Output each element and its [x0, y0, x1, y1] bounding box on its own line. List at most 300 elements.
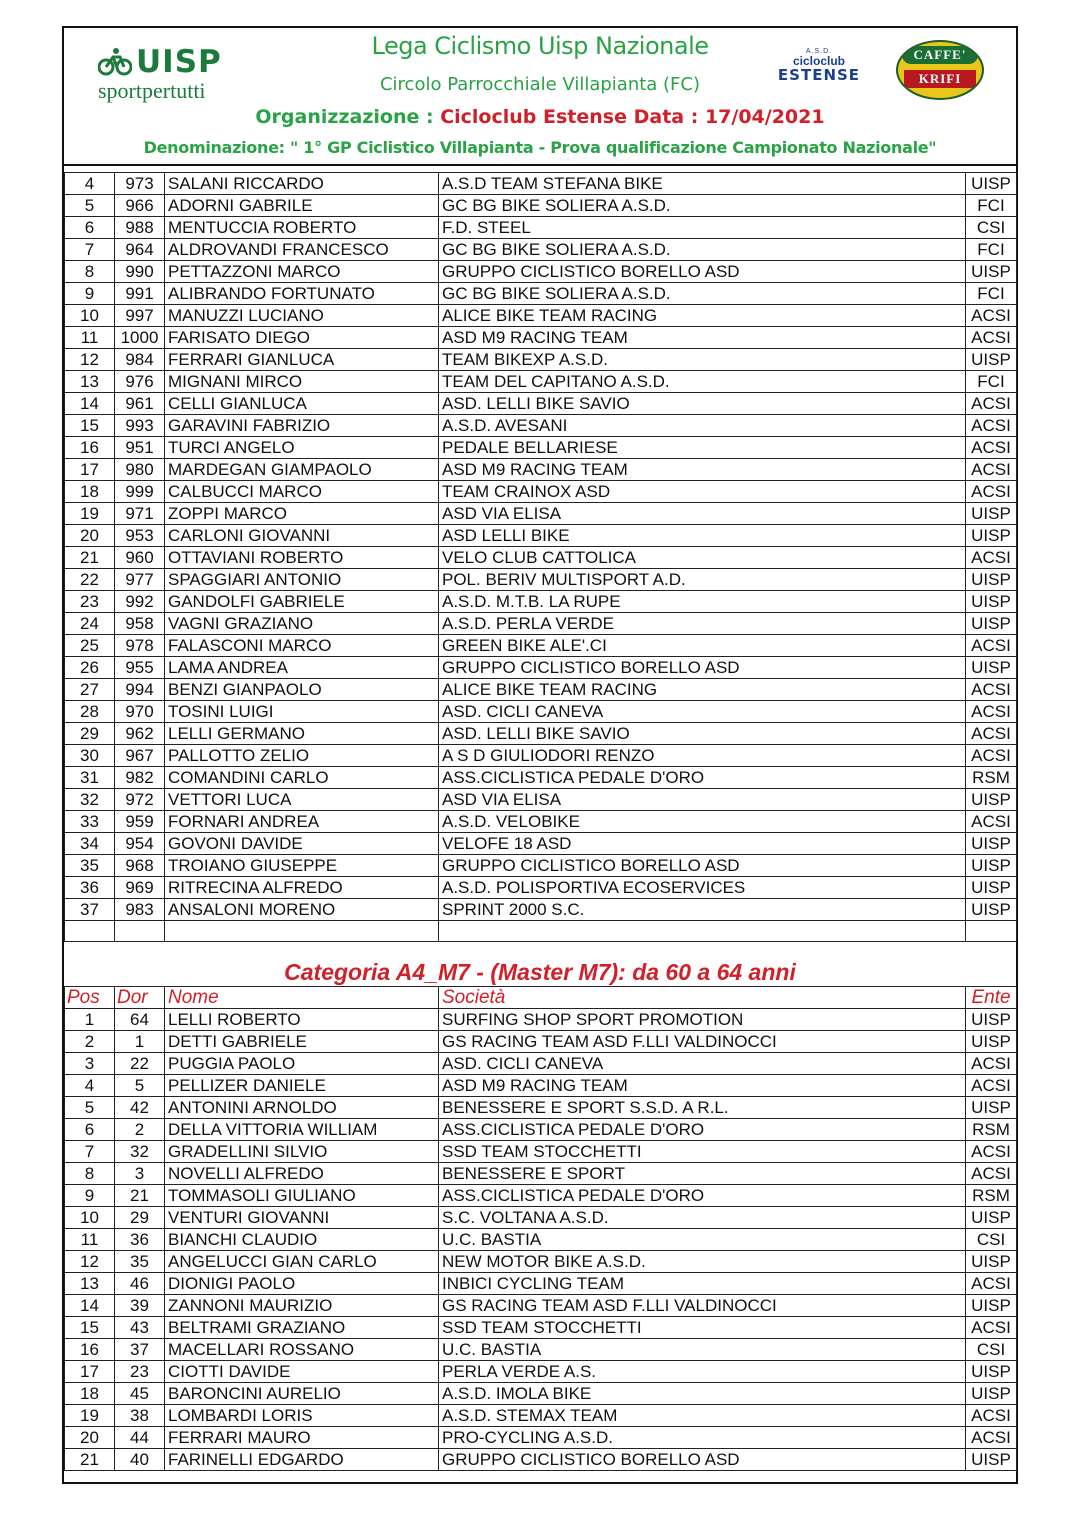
- cell-societa: SSD TEAM STOCCHETTI: [439, 1141, 966, 1163]
- cell-nome: GARAVINI FABRIZIO: [165, 415, 439, 437]
- cell-dor: 960: [115, 547, 165, 569]
- cell-ente: RSM: [966, 767, 1017, 789]
- cell-dor: 997: [115, 305, 165, 327]
- organization-line: [64, 106, 1016, 128]
- cell-ente: UISP: [966, 877, 1017, 899]
- table-row: [65, 371, 1017, 393]
- cell-pos: 29: [65, 723, 115, 745]
- cell-nome: ZOPPI MARCO: [165, 503, 439, 525]
- cell-nome: RITRECINA ALFREDO: [165, 877, 439, 899]
- cell-ente: UISP: [966, 591, 1017, 613]
- cell-dor: 44: [115, 1427, 165, 1449]
- cell-dor: 962: [115, 723, 165, 745]
- cell-dor: 42: [115, 1097, 165, 1119]
- cell-dor: 45: [115, 1383, 165, 1405]
- cell-ente: UISP: [966, 173, 1017, 195]
- empty-row: [65, 921, 1017, 942]
- cell-dor: 970: [115, 701, 165, 723]
- cell-dor: 961: [115, 393, 165, 415]
- cell-dor: 40: [115, 1449, 165, 1471]
- cell-dor: 5: [115, 1075, 165, 1097]
- cell-societa: GRUPPO CICLISTICO BORELLO ASD: [439, 657, 966, 679]
- cell-pos: 37: [65, 899, 115, 921]
- cell-societa: TEAM DEL CAPITANO A.S.D.: [439, 371, 966, 393]
- cell-nome: BARONCINI AURELIO: [165, 1383, 439, 1405]
- cell-societa: S.C. VOLTANA A.S.D.: [439, 1207, 966, 1229]
- cell-societa: TEAM BIKEXP A.S.D.: [439, 349, 966, 371]
- cell-nome: FERRARI GIANLUCA: [165, 349, 439, 371]
- cell-societa: ASS.CICLISTICA PEDALE D'ORO: [439, 767, 966, 789]
- cell-dor: 22: [115, 1053, 165, 1075]
- table-row: [65, 1405, 1017, 1427]
- cell-societa: A S D GIULIODORI RENZO: [439, 745, 966, 767]
- cell-societa: A.S.D. STEMAX TEAM: [439, 1405, 966, 1427]
- krifi-logo-top: CAFFE': [902, 46, 978, 64]
- table-row: [65, 547, 1017, 569]
- cell-dor: 977: [115, 569, 165, 591]
- cell-societa: A.S.D. AVESANI: [439, 415, 966, 437]
- cell-ente: ACSI: [966, 723, 1017, 745]
- table-row: [65, 899, 1017, 921]
- cell-pos: 27: [65, 679, 115, 701]
- cell-ente: UISP: [966, 1383, 1017, 1405]
- cell-dor: 953: [115, 525, 165, 547]
- table-row: [65, 679, 1017, 701]
- cell-pos: 11: [65, 1229, 115, 1251]
- table-row: [65, 1427, 1017, 1449]
- cell-nome: ANSALONI MORENO: [165, 899, 439, 921]
- empty-cell: [65, 921, 115, 942]
- cell-dor: 32: [115, 1141, 165, 1163]
- cell-dor: 37: [115, 1339, 165, 1361]
- table-row: [65, 239, 1017, 261]
- cell-societa: ASD. CICLI CANEVA: [439, 1053, 966, 1075]
- empty-cell: [115, 921, 165, 942]
- cell-societa: ASD M9 RACING TEAM: [439, 1075, 966, 1097]
- cell-nome: GRADELLINI SILVIO: [165, 1141, 439, 1163]
- cell-ente: UISP: [966, 789, 1017, 811]
- table-row: [65, 1449, 1017, 1471]
- cell-ente: UISP: [966, 1097, 1017, 1119]
- table-row: [65, 1207, 1017, 1229]
- cell-pos: 6: [65, 1119, 115, 1141]
- cell-nome: TROIANO GIUSEPPE: [165, 855, 439, 877]
- cell-pos: 9: [65, 283, 115, 305]
- table-row: [65, 481, 1017, 503]
- table-row: [65, 789, 1017, 811]
- cell-dor: 999: [115, 481, 165, 503]
- cell-societa: ALICE BIKE TEAM RACING: [439, 679, 966, 701]
- cell-societa: SPRINT 2000 S.C.: [439, 899, 966, 921]
- cell-dor: 967: [115, 745, 165, 767]
- cell-dor: 988: [115, 217, 165, 239]
- cell-dor: 978: [115, 635, 165, 657]
- table-row: [65, 1185, 1017, 1207]
- cell-ente: ACSI: [966, 437, 1017, 459]
- cell-ente: FCI: [966, 283, 1017, 305]
- cell-societa: ASS.CICLISTICA PEDALE D'ORO: [439, 1119, 966, 1141]
- cell-pos: 31: [65, 767, 115, 789]
- cell-pos: 14: [65, 393, 115, 415]
- cell-dor: 992: [115, 591, 165, 613]
- table-row: [65, 833, 1017, 855]
- cell-nome: PALLOTTO ZELIO: [165, 745, 439, 767]
- cell-nome: ZANNONI MAURIZIO: [165, 1295, 439, 1317]
- cell-societa: BENESSERE E SPORT S.S.D. A R.L.: [439, 1097, 966, 1119]
- cell-pos: 13: [65, 1273, 115, 1295]
- cell-pos: 21: [65, 547, 115, 569]
- cell-dor: 984: [115, 349, 165, 371]
- cell-societa: ASD M9 RACING TEAM: [439, 459, 966, 481]
- table-row: [65, 525, 1017, 547]
- cell-ente: UISP: [966, 349, 1017, 371]
- cell-societa: A.S.D. M.T.B. LA RUPE: [439, 591, 966, 613]
- cell-nome: DETTI GABRIELE: [165, 1031, 439, 1053]
- cell-societa: ASD VIA ELISA: [439, 503, 966, 525]
- cell-dor: 982: [115, 767, 165, 789]
- krifi-logo: [896, 40, 984, 100]
- table-row: [65, 459, 1017, 481]
- org-value: Cicloclub Estense: [440, 106, 627, 128]
- cell-ente: UISP: [966, 1295, 1017, 1317]
- table-row: [65, 591, 1017, 613]
- cell-pos: 4: [65, 1075, 115, 1097]
- cell-dor: 980: [115, 459, 165, 481]
- table-row: [65, 503, 1017, 525]
- cell-ente: CSI: [966, 1229, 1017, 1251]
- estense-logo-small: A.S.D.: [805, 48, 833, 55]
- cell-ente: UISP: [966, 1251, 1017, 1273]
- cell-ente: UISP: [966, 657, 1017, 679]
- cell-dor: 983: [115, 899, 165, 921]
- cell-ente: UISP: [966, 899, 1017, 921]
- uisp-logo-sub: sportpertutti: [98, 78, 206, 103]
- cell-ente: ACSI: [966, 1075, 1017, 1097]
- table-row: [65, 745, 1017, 767]
- cell-societa: GS RACING TEAM ASD F.LLI VALDINOCCI: [439, 1295, 966, 1317]
- cell-societa: ASD. LELLI BIKE SAVIO: [439, 723, 966, 745]
- cell-nome: MIGNANI MIRCO: [165, 371, 439, 393]
- cell-societa: U.C. BASTIA: [439, 1339, 966, 1361]
- table-row: [65, 569, 1017, 591]
- cell-dor: 964: [115, 239, 165, 261]
- cell-dor: 968: [115, 855, 165, 877]
- table-row: [65, 1317, 1017, 1339]
- table-row: [65, 349, 1017, 371]
- table-row: [65, 657, 1017, 679]
- table-row: [65, 1251, 1017, 1273]
- table-row: [65, 1229, 1017, 1251]
- cell-ente: ACSI: [966, 1163, 1017, 1185]
- cell-nome: SALANI RICCARDO: [165, 173, 439, 195]
- cell-societa: PRO-CYCLING A.S.D.: [439, 1427, 966, 1449]
- cell-societa: VELO CLUB CATTOLICA: [439, 547, 966, 569]
- cell-nome: CARLONI GIOVANNI: [165, 525, 439, 547]
- table-row: [65, 261, 1017, 283]
- cell-pos: 5: [65, 195, 115, 217]
- cell-dor: 976: [115, 371, 165, 393]
- cell-pos: 4: [65, 173, 115, 195]
- cell-pos: 1: [65, 1009, 115, 1031]
- cell-dor: 1000: [115, 327, 165, 349]
- cell-ente: ACSI: [966, 1317, 1017, 1339]
- cell-pos: 35: [65, 855, 115, 877]
- cell-nome: FARINELLI EDGARDO: [165, 1449, 439, 1471]
- cell-pos: 7: [65, 1141, 115, 1163]
- table-row: [65, 1053, 1017, 1075]
- cell-pos: 3: [65, 1053, 115, 1075]
- cell-societa: TEAM CRAINOX ASD: [439, 481, 966, 503]
- table-row: [65, 635, 1017, 657]
- cell-societa: A.S.D. IMOLA BIKE: [439, 1383, 966, 1405]
- cell-nome: ALIBRANDO FORTUNATO: [165, 283, 439, 305]
- cell-societa: INBICI CYCLING TEAM: [439, 1273, 966, 1295]
- table-row: [65, 305, 1017, 327]
- cell-dor: 971: [115, 503, 165, 525]
- cell-pos: 10: [65, 305, 115, 327]
- table-row: [65, 1339, 1017, 1361]
- results-table-category: [64, 986, 1017, 1471]
- estense-logo: [764, 48, 874, 84]
- cell-ente: ACSI: [966, 481, 1017, 503]
- cell-nome: PUGGIA PAOLO: [165, 1053, 439, 1075]
- cell-ente: UISP: [966, 1361, 1017, 1383]
- cell-ente: FCI: [966, 195, 1017, 217]
- cell-pos: 8: [65, 261, 115, 283]
- cell-nome: LELLI ROBERTO: [165, 1009, 439, 1031]
- cell-pos: 20: [65, 525, 115, 547]
- cell-dor: 994: [115, 679, 165, 701]
- cell-ente: ACSI: [966, 1141, 1017, 1163]
- cell-pos: 15: [65, 1317, 115, 1339]
- cell-ente: UISP: [966, 1207, 1017, 1229]
- cell-ente: CSI: [966, 1339, 1017, 1361]
- table-row: [65, 613, 1017, 635]
- cell-pos: 22: [65, 569, 115, 591]
- cell-societa: PEDALE BELLARIESE: [439, 437, 966, 459]
- cell-nome: VETTORI LUCA: [165, 789, 439, 811]
- cell-societa: ASD VIA ELISA: [439, 789, 966, 811]
- cell-societa: NEW MOTOR BIKE A.S.D.: [439, 1251, 966, 1273]
- uisp-logo-text: UISP: [136, 44, 222, 80]
- cell-societa: ASD. CICLI CANEVA: [439, 701, 966, 723]
- cell-societa: GRUPPO CICLISTICO BORELLO ASD: [439, 855, 966, 877]
- cell-nome: MANUZZI LUCIANO: [165, 305, 439, 327]
- sheet-header: [64, 28, 1016, 166]
- table-row: [65, 855, 1017, 877]
- estense-logo-mid: cicloclub: [792, 54, 845, 68]
- table-row: [65, 767, 1017, 789]
- cell-nome: VAGNI GRAZIANO: [165, 613, 439, 635]
- krifi-logo-bottom: KRIFI: [904, 70, 976, 88]
- cell-dor: 966: [115, 195, 165, 217]
- cell-dor: 972: [115, 789, 165, 811]
- cell-pos: 20: [65, 1427, 115, 1449]
- cell-societa: SURFING SHOP SPORT PROMOTION: [439, 1009, 966, 1031]
- cell-societa: GREEN BIKE ALE'.CI: [439, 635, 966, 657]
- org-label: Organizzazione :: [255, 106, 434, 128]
- cell-societa: GRUPPO CICLISTICO BORELLO ASD: [439, 1449, 966, 1471]
- league-title: Lega Ciclismo Uisp Nazionale: [371, 32, 709, 60]
- cell-societa: ALICE BIKE TEAM RACING: [439, 305, 966, 327]
- table-row: [65, 195, 1017, 217]
- cell-nome: FALASCONI MARCO: [165, 635, 439, 657]
- header-societa: Società: [439, 987, 966, 1009]
- empty-cell: [439, 921, 966, 942]
- cell-pos: 14: [65, 1295, 115, 1317]
- cell-nome: CELLI GIANLUCA: [165, 393, 439, 415]
- cell-nome: GOVONI DAVIDE: [165, 833, 439, 855]
- table-row: [65, 173, 1017, 195]
- table-row: [65, 701, 1017, 723]
- cell-pos: 18: [65, 1383, 115, 1405]
- estense-logo-big: ESTENSE: [777, 66, 861, 84]
- date-value: 17/04/2021: [704, 106, 825, 128]
- cell-pos: 32: [65, 789, 115, 811]
- cell-nome: GANDOLFI GABRIELE: [165, 591, 439, 613]
- cell-nome: ANTONINI ARNOLDO: [165, 1097, 439, 1119]
- cell-societa: A.S.D. PERLA VERDE: [439, 613, 966, 635]
- table-row: [65, 1097, 1017, 1119]
- cell-ente: UISP: [966, 1009, 1017, 1031]
- category-title: Categoria A4_M7 - (Master M7): da 60 a 64 anni: [284, 959, 796, 985]
- cell-ente: FCI: [966, 239, 1017, 261]
- cell-societa: F.D. STEEL: [439, 217, 966, 239]
- cell-dor: 21: [115, 1185, 165, 1207]
- cell-dor: 2: [115, 1119, 165, 1141]
- cell-dor: 990: [115, 261, 165, 283]
- header-nome: Nome: [165, 987, 439, 1009]
- cell-nome: BIANCHI CLAUDIO: [165, 1229, 439, 1251]
- header-dor: Dor: [115, 987, 165, 1009]
- cell-societa: GC BG BIKE SOLIERA A.S.D.: [439, 195, 966, 217]
- cell-nome: BENZI GIANPAOLO: [165, 679, 439, 701]
- table-row: [65, 283, 1017, 305]
- cell-pos: 7: [65, 239, 115, 261]
- cell-societa: ASS.CICLISTICA PEDALE D'ORO: [439, 1185, 966, 1207]
- cell-pos: 21: [65, 1449, 115, 1471]
- cell-nome: LELLI GERMANO: [165, 723, 439, 745]
- cell-pos: 2: [65, 1031, 115, 1053]
- cell-pos: 5: [65, 1097, 115, 1119]
- cell-societa: PERLA VERDE A.S.: [439, 1361, 966, 1383]
- cell-ente: ACSI: [966, 305, 1017, 327]
- cell-ente: UISP: [966, 613, 1017, 635]
- date-label: Data :: [633, 106, 699, 128]
- cell-pos: 6: [65, 217, 115, 239]
- cell-societa: U.C. BASTIA: [439, 1229, 966, 1251]
- cell-dor: 969: [115, 877, 165, 899]
- table-row: [65, 1119, 1017, 1141]
- table-row: [65, 1383, 1017, 1405]
- cell-pos: 19: [65, 1405, 115, 1427]
- cell-dor: 973: [115, 173, 165, 195]
- cell-ente: FCI: [966, 371, 1017, 393]
- cell-ente: ACSI: [966, 679, 1017, 701]
- table-row: [65, 1009, 1017, 1031]
- table-row: [65, 1273, 1017, 1295]
- cell-ente: UISP: [966, 1449, 1017, 1471]
- cell-pos: 36: [65, 877, 115, 899]
- cell-dor: 46: [115, 1273, 165, 1295]
- cell-ente: UISP: [966, 261, 1017, 283]
- cell-dor: 43: [115, 1317, 165, 1339]
- table-row: [65, 1361, 1017, 1383]
- cell-ente: ACSI: [966, 1053, 1017, 1075]
- header-pos: Pos: [65, 987, 115, 1009]
- cell-ente: ACSI: [966, 415, 1017, 437]
- cell-ente: ACSI: [966, 393, 1017, 415]
- cell-pos: 10: [65, 1207, 115, 1229]
- cell-nome: ADORNI GABRILE: [165, 195, 439, 217]
- table-row: [65, 877, 1017, 899]
- cell-pos: 19: [65, 503, 115, 525]
- race-denomination: Denominazione: " 1° GP Ciclistico Villapianta - Prova qualificazione Campionato Nazionale": [143, 138, 937, 157]
- cell-pos: 12: [65, 349, 115, 371]
- cell-nome: DELLA VITTORIA WILLIAM: [165, 1119, 439, 1141]
- cell-dor: 23: [115, 1361, 165, 1383]
- table-row: [65, 217, 1017, 239]
- cell-pos: 17: [65, 1361, 115, 1383]
- cell-nome: TOMMASOLI GIULIANO: [165, 1185, 439, 1207]
- cell-pos: 9: [65, 1185, 115, 1207]
- cell-dor: 29: [115, 1207, 165, 1229]
- cell-dor: 38: [115, 1405, 165, 1427]
- cell-ente: UISP: [966, 855, 1017, 877]
- cell-ente: ACSI: [966, 1273, 1017, 1295]
- cell-ente: ACSI: [966, 811, 1017, 833]
- cell-ente: ACSI: [966, 327, 1017, 349]
- cell-societa: SSD TEAM STOCCHETTI: [439, 1317, 966, 1339]
- empty-cell: [966, 921, 1017, 942]
- cell-pos: 15: [65, 415, 115, 437]
- cell-pos: 23: [65, 591, 115, 613]
- table-row: [65, 437, 1017, 459]
- cell-dor: 951: [115, 437, 165, 459]
- table-row: [65, 1295, 1017, 1317]
- cell-nome: OTTAVIANI ROBERTO: [165, 547, 439, 569]
- cell-dor: 958: [115, 613, 165, 635]
- cell-pos: 24: [65, 613, 115, 635]
- cell-dor: 3: [115, 1163, 165, 1185]
- cell-ente: UISP: [966, 1031, 1017, 1053]
- cell-nome: DIONIGI PAOLO: [165, 1273, 439, 1295]
- cell-societa: VELOFE 18 ASD: [439, 833, 966, 855]
- cell-nome: MACELLARI ROSSANO: [165, 1339, 439, 1361]
- cell-societa: GRUPPO CICLISTICO BORELLO ASD: [439, 261, 966, 283]
- cell-dor: 1: [115, 1031, 165, 1053]
- table-row: [65, 1075, 1017, 1097]
- cell-dor: 954: [115, 833, 165, 855]
- cell-nome: MARDEGAN GIAMPAOLO: [165, 459, 439, 481]
- cell-nome: PELLIZER DANIELE: [165, 1075, 439, 1097]
- cell-nome: PETTAZZONI MARCO: [165, 261, 439, 283]
- cell-societa: ASD M9 RACING TEAM: [439, 327, 966, 349]
- cell-societa: GC BG BIKE SOLIERA A.S.D.: [439, 283, 966, 305]
- cell-societa: GC BG BIKE SOLIERA A.S.D.: [439, 239, 966, 261]
- cell-societa: POL. BERIV MULTISPORT A.D.: [439, 569, 966, 591]
- cell-pos: 16: [65, 437, 115, 459]
- cell-ente: UISP: [966, 525, 1017, 547]
- cell-societa: ASD. LELLI BIKE SAVIO: [439, 393, 966, 415]
- cell-nome: VENTURI GIOVANNI: [165, 1207, 439, 1229]
- cell-dor: 959: [115, 811, 165, 833]
- cell-dor: 36: [115, 1229, 165, 1251]
- table-row: [65, 1163, 1017, 1185]
- cell-nome: ANGELUCCI GIAN CARLO: [165, 1251, 439, 1273]
- cell-ente: CSI: [966, 217, 1017, 239]
- cell-nome: NOVELLI ALFREDO: [165, 1163, 439, 1185]
